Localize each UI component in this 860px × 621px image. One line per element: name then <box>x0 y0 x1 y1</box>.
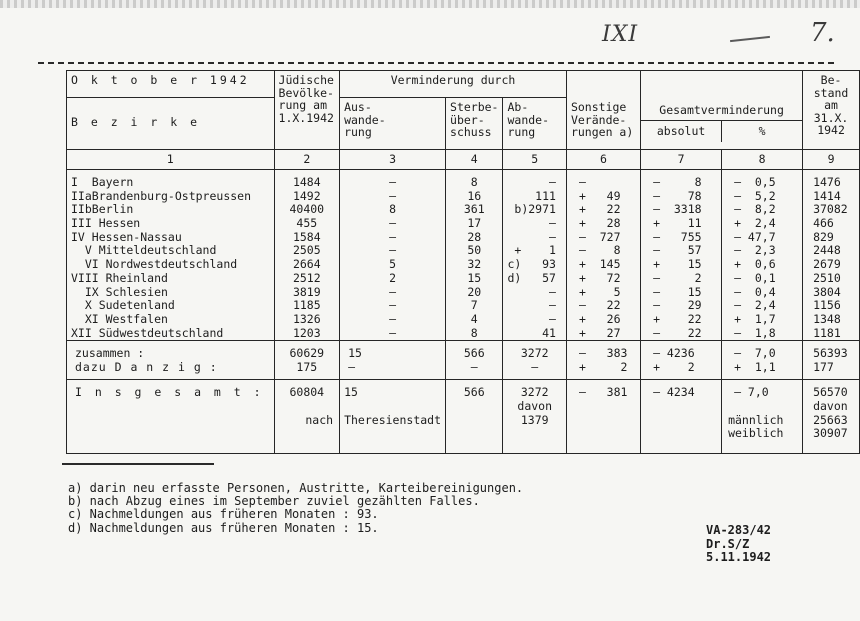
footnotes <box>68 482 523 535</box>
header-gesamt-spacer <box>641 71 803 98</box>
header-title: O k t o b e r 1942 <box>67 71 275 98</box>
header-juedische: Jüdische Bevölke- rung am 1.X.1942 <box>274 71 340 150</box>
top-dashed-rule <box>38 62 834 64</box>
statistics-table <box>66 70 860 454</box>
total-auswanderung: 15 Theresienstadt <box>340 380 446 454</box>
colnum-5: 5 <box>503 150 566 170</box>
col-sterbe: 8 16 361 17 28 50 32 15 20 7 4 8 <box>446 170 503 341</box>
col-bestand: 1476 1414 37082 466 829 2448 2679 2510 3804 1156 1348 1181 <box>803 170 860 341</box>
district-name: I Bayern <box>71 175 134 189</box>
header-abwanderung: Ab- wande- rung <box>503 98 566 150</box>
colnum-7: 7 <box>641 150 722 170</box>
col-absolut: – 8 – 78 – 3318 + 11 – 755 – 57 + 15 – 2 – 15 – 29 + 22 – 22 <box>641 170 722 341</box>
total-bevoelkerung: 60804 nach <box>274 380 340 454</box>
header-bestand: Be- stand am 31.X. 1942 <box>803 71 860 150</box>
total-sonstige: – 381 <box>566 380 640 454</box>
colnum-4: 4 <box>446 150 503 170</box>
colnum-1: 1 <box>67 150 275 170</box>
district-name: VI Nordwestdeutschland <box>71 257 238 272</box>
total-abwanderung: 3272 davon 1379 <box>503 380 566 454</box>
district-name: III Hessen <box>71 216 141 231</box>
district-name: XI Westfalen <box>71 311 168 326</box>
total-label: I n s g e s a m t : <box>67 380 275 454</box>
pencil-stroke <box>730 36 770 42</box>
sum-auswanderung: 15 – <box>340 341 446 380</box>
total-bestand: 56570 davon 25663 30907 <box>803 380 860 454</box>
district-name: IV Hessen-Nassau <box>71 229 182 244</box>
document-reference: VA-283/42 Dr.S/Z 5.11.1942 <box>706 523 772 564</box>
district-name: IX Schlesien <box>71 284 168 299</box>
col-abwanderung: – 111 b)2971 – – + 1 c) 93 d) 57 – – – 41 <box>503 170 566 341</box>
col-bevoelkerung: 1484 1492 40400 455 1584 2505 2664 2512 3819 1185 1326 1203 <box>274 170 340 341</box>
sum-sonstige: – 383 + 2 <box>566 341 640 380</box>
header-gesamt: Gesamtverminderung absolut % <box>641 98 803 150</box>
header-sonstige: Sonstige Verände- rungen a) <box>566 71 640 150</box>
footnote-b: b) nach Abzug eines im September zuviel gezählten Falles. <box>68 494 480 509</box>
sum-bevoelkerung: 60629 175 <box>274 341 340 380</box>
district-name: XII Südwestdeutschland <box>71 325 224 340</box>
sum-labels: zusammen : dazu D a n z i g : <box>67 341 275 380</box>
header-sterbe: Sterbe- über- schuss <box>446 98 503 150</box>
district-name: V Mitteldeutschland <box>71 243 217 258</box>
handwritten-roman-numeral: ӀXI <box>602 22 639 47</box>
handwritten-page-number: 7. <box>810 18 835 48</box>
total-absolut: – 4234 <box>641 380 722 454</box>
sum-sterbe: 566 – <box>446 341 503 380</box>
total-sterbe: 566 <box>446 380 503 454</box>
colnum-8: 8 <box>722 150 803 170</box>
header-auswanderung: Aus- wande- rung <box>340 98 446 150</box>
header-bezirke: B e z i r k e <box>67 98 275 150</box>
col-prozent: – 0,5 – 5,2 – 8,2 + 2,4 – 47,7 – 2,3 + 0,6 – 0,1 – 0,4 – 2,4 + 1,7 – 1,8 <box>722 170 803 341</box>
district-name: X Sudetenland <box>71 298 175 313</box>
col-auswanderung: – – 8 – – – 5 2 – – – – <box>340 170 446 341</box>
district-list <box>67 170 275 341</box>
colnum-6: 6 <box>566 150 640 170</box>
colnum-3: 3 <box>340 150 446 170</box>
footnote-a: a) darin neu erfasste Personen, Austritte, Karteibereinigungen. <box>68 481 524 495</box>
col-sonstige: – + 49 + 22 + 28 – 727 – 8 + 145 + 72 + 5 – 22 + 26 + 27 <box>566 170 640 341</box>
district-name: IIbBerlin <box>71 202 134 217</box>
district-name: IIaBrandenburg-Ostpreussen <box>71 188 252 203</box>
colnum-2: 2 <box>274 150 340 170</box>
scan-edge <box>0 0 860 8</box>
footnote-rule <box>62 463 214 465</box>
sum-prozent: – 7,0 + 1,1 <box>722 341 803 380</box>
footnote-d: d) Nachmeldungen aus früheren Monaten : 15. <box>68 520 379 535</box>
sum-absolut: – 4236 + 2 <box>641 341 722 380</box>
total-prozent: – 7,0 männlich weiblich <box>722 380 803 454</box>
footnote-c: c) Nachmeldungen aus früheren Monaten : 93. <box>68 507 379 522</box>
district-name: VIII Rheinland <box>71 270 168 285</box>
header-verminderung: Verminderung durch <box>340 71 567 98</box>
sum-bestand: 56393 177 <box>803 341 860 380</box>
sum-abwanderung: 3272 – <box>503 341 566 380</box>
colnum-9: 9 <box>803 150 860 170</box>
